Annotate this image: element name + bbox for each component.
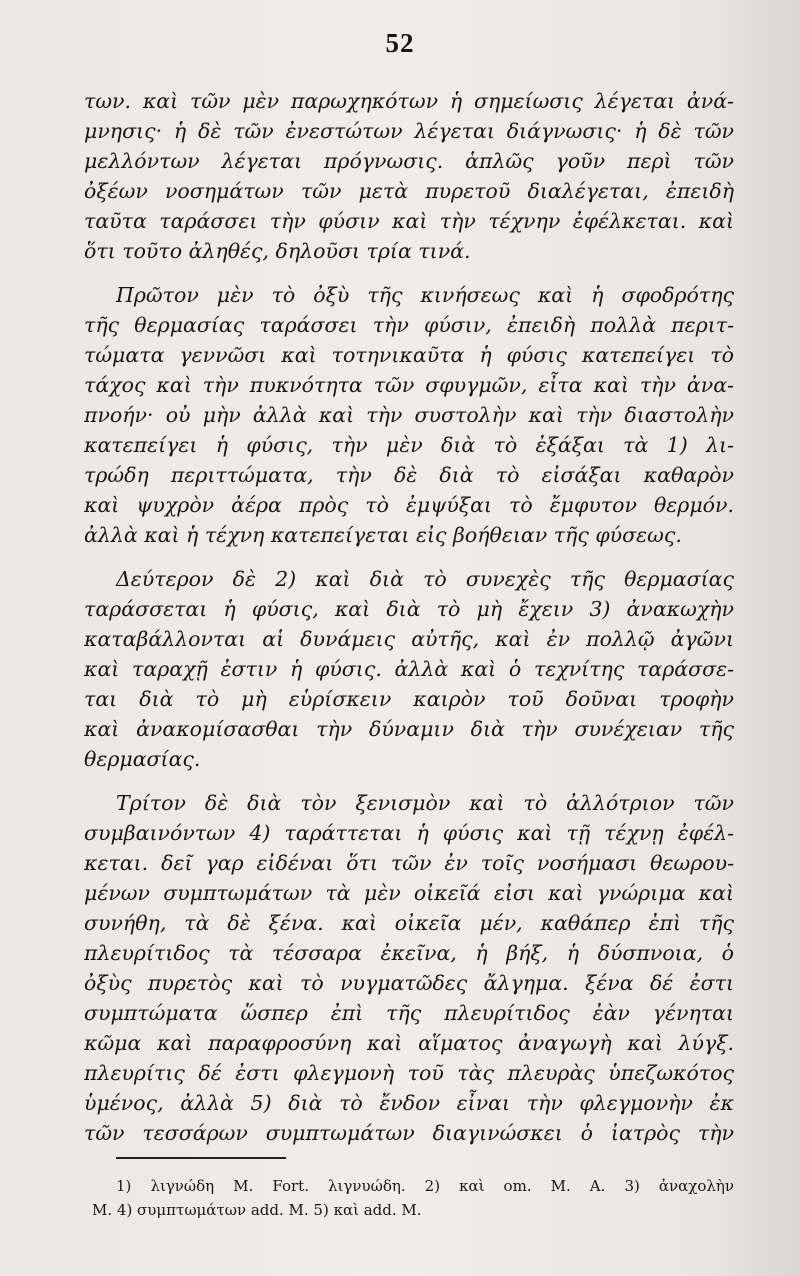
text-line: συμβαινόντων 4) ταράττεται ἡ φύσις καὶ τῇ τέχνῃ ἐφέλ- (84, 821, 734, 845)
paragraph-start-line: Τρίτον δὲ διὰ τὸν ξενισμὸν καὶ τὸ ἀλλότριον τῶν (116, 791, 734, 815)
text-line: ταῦτα ταράσσει τὴν φύσιν καὶ τὴν τέχνην ἐφέλκεται. καὶ (84, 209, 734, 233)
text-line: καὶ ταραχῇ ἐστιν ἡ φύσις. ἀλλὰ καὶ ὁ τεχνίτης ταράσσε- (84, 657, 734, 681)
text-line: συμπτώματα ὥσπερ ἐπὶ τῆς πλευρίτιδος ἐὰν γένηται (84, 1001, 734, 1025)
text-line: συνήθη, τὰ δὲ ξένα. καὶ οἰκεῖα μέν, καθάπερ ἐπὶ τῆς (84, 911, 734, 935)
text-line: πλευρίτις δέ ἐστι φλεγμονὴ τοῦ τὰς πλευρὰς ὑπεζωκότος (84, 1061, 734, 1085)
paragraph-start-line: Δεύτερον δὲ 2) καὶ διὰ τὸ συνεχὲς τῆς θερμασίας (116, 567, 734, 591)
text-line: μένων συμπτωμάτων τὰ μὲν οἰκεῖά εἰσι καὶ γνώριμα καὶ (84, 881, 734, 905)
text-line: ὀξὺς πυρετὸς καὶ τὸ νυγματῶδες ἄλγημα. ξένα δέ ἐστι (84, 971, 734, 995)
page-number: 52 (385, 28, 415, 58)
footnote-line: M. 4) συμπτωμάτων add. M. 5) καὶ add. M. (92, 1201, 422, 1219)
paragraph-start-line: Πρῶτον μὲν τὸ ὀξὺ τῆς κινήσεως καὶ ἡ σφοδρότης (116, 283, 734, 307)
text-line: κατεπείγει ἡ φύσις, τὴν μὲν διὰ τὸ ἐξάξαι τὰ 1) λι- (84, 433, 734, 457)
text-line: πλευρίτιδος τὰ τέσσαρα ἐκεῖνα, ἡ βήξ, ἡ δύσπνοια, ὁ (84, 941, 734, 965)
text-line: μελλόντων λέγεται πρόγνωσις. ἁπλῶς γοῦν περὶ τῶν (84, 149, 734, 173)
text-line: ὅτι τοῦτο ἀληθές, δηλοῦσι τρία τινά. (84, 239, 471, 263)
text-line: μνησις· ἡ δὲ τῶν ἐνεστώτων λέγεται διάγνωσις· ἡ δὲ τῶν (84, 119, 734, 143)
text-line: ὑμένος, ἀλλὰ 5) διὰ τὸ ἔνδον εἶναι τὴν φλεγμονὴν ἐκ (84, 1091, 734, 1115)
text-line: των. καὶ τῶν μὲν παρωχηκότων ἡ σημείωσις λέγεται ἀνά- (84, 89, 734, 113)
text-line: τρώδη περιττώματα, τὴν δὲ διὰ τὸ εἰσάξαι καθαρὸν (84, 463, 734, 487)
text-line: θερμασίας. (84, 747, 201, 771)
text-line: ται διὰ τὸ μὴ εὑρίσκειν καιρὸν τοῦ δοῦναι τροφὴν (84, 687, 734, 711)
text-line: τάχος καὶ τὴν πυκνότητα τῶν σφυγμῶν, εἶτα καὶ τὴν ἀνα- (84, 373, 734, 397)
text-line: καὶ ψυχρὸν ἀέρα πρὸς τὸ ἐμψύξαι τὸ ἔμφυτον θερμόν. (84, 493, 734, 517)
text-line: ταράσσεται ἡ φύσις, καὶ διὰ τὸ μὴ ἔχειν 3) ἀνακωχὴν (84, 597, 734, 621)
text-line: καταβάλλονται αἱ δυνάμεις αὐτῆς, καὶ ἐν πολλῷ ἀγῶνι (84, 627, 734, 651)
text-line: ἀλλὰ καὶ ἡ τέχνη κατεπείγεται εἰς βοήθειαν τῆς φύσεως. (84, 523, 682, 547)
text-line: πνοήν· οὐ μὴν ἀλλὰ καὶ τὴν συστολὴν καὶ τὴν διαστολὴν (84, 403, 734, 427)
text-line: καὶ ἀνακομίσασθαι τὴν δύναμιν διὰ τὴν συνέχειαν τῆς (84, 717, 734, 741)
text-line: τῆς θερμασίας ταράσσει τὴν φύσιν, ἐπειδὴ πολλὰ περιτ- (84, 313, 734, 337)
text-line: ὀξέων νοσημάτων τῶν μετὰ πυρετοῦ διαλέγεται, ἐπειδὴ (84, 179, 734, 203)
text-line: κεται. δεῖ γαρ εἰδέναι ὅτι τῶν ἐν τοῖς νοσήμασι θεωρου- (84, 851, 734, 875)
text-line: τῶν τεσσάρων συμπτωμάτων διαγινώσκει ὁ ἰατρὸς τὴν (84, 1121, 734, 1145)
text-line: κῶμα καὶ παραφροσύνη καὶ αἵματος ἀναγωγὴ καὶ λύγξ. (84, 1031, 734, 1055)
footnote-line: 1) λιγνώδη M. Fort. λιγνυώδη. 2) καὶ om. M. A. 3) ἀναχολὴν (116, 1177, 734, 1195)
text-line: τώματα γεννῶσι καὶ τοτηνικαῦτα ἡ φύσις κατεπείγει τὸ (84, 343, 734, 367)
footnote-divider (116, 1157, 286, 1159)
